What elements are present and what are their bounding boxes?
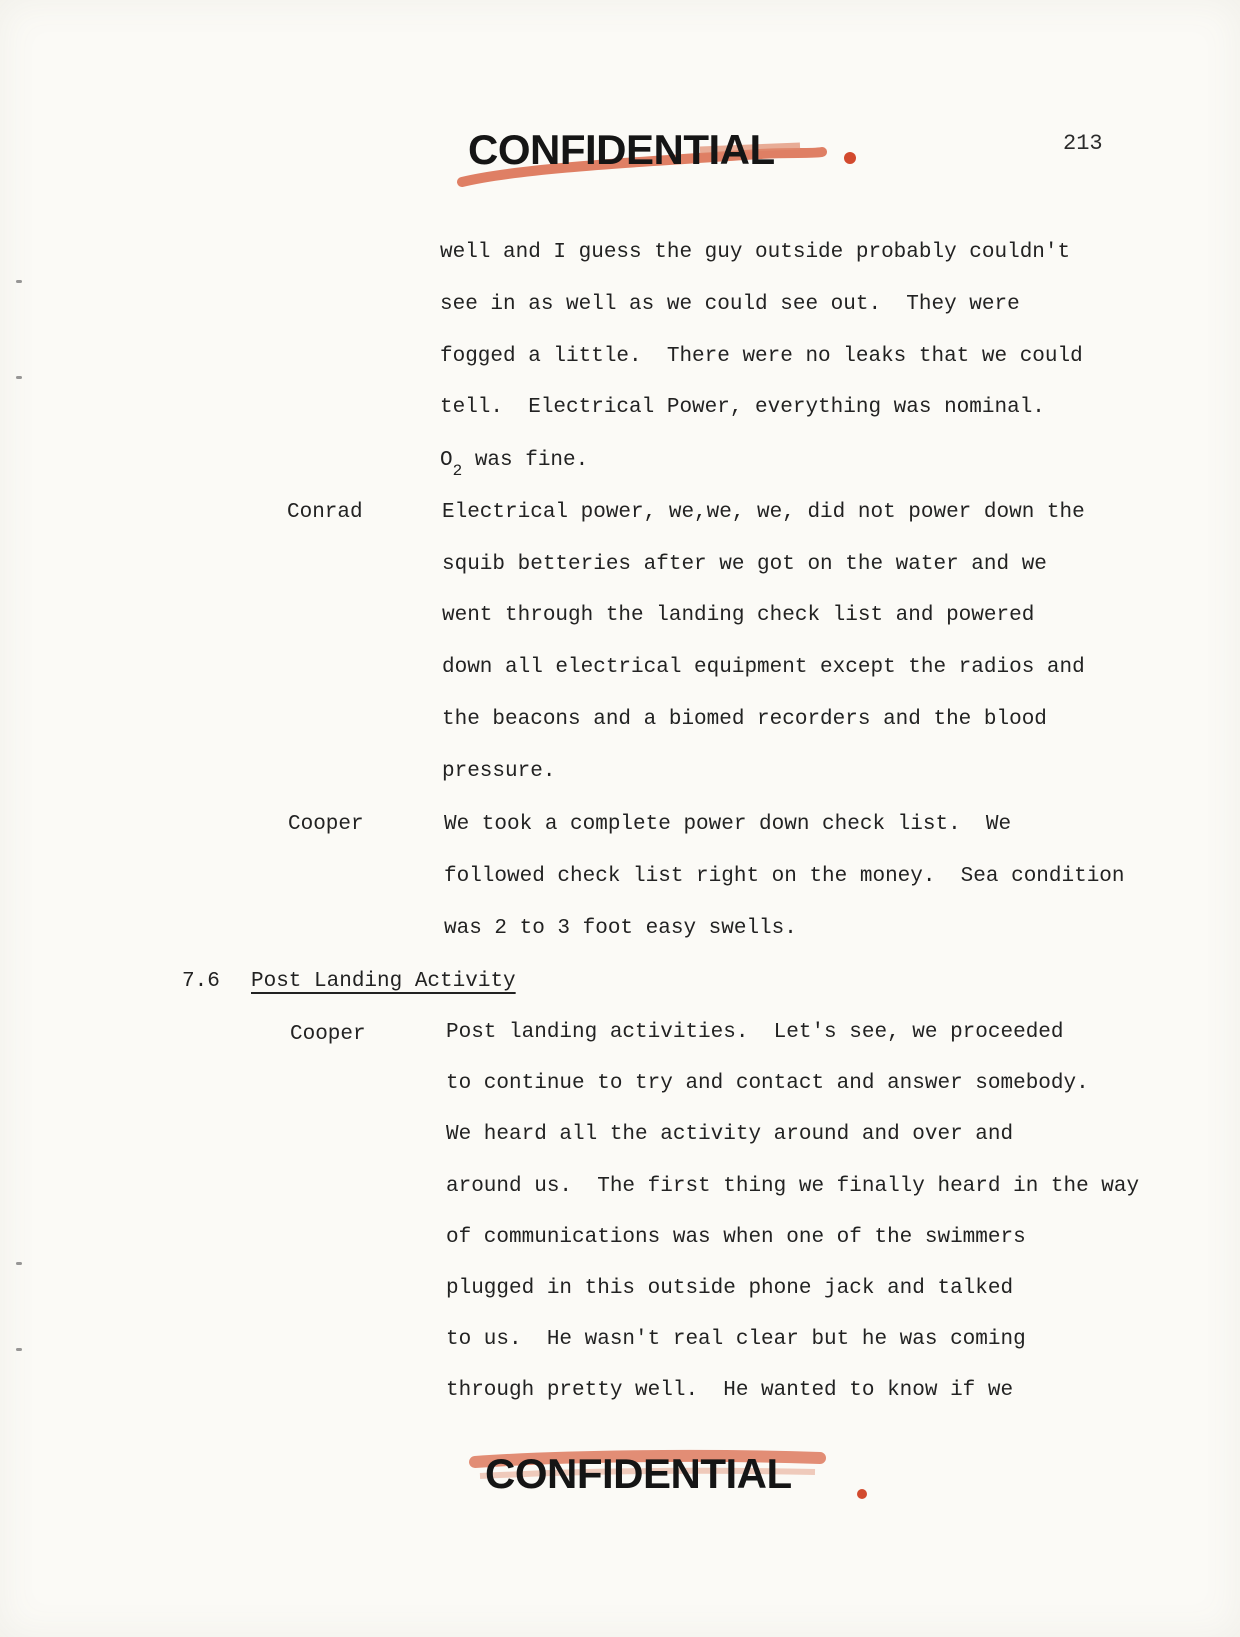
text-line: Post landing activities. Let's see, we proceeded [446,1021,1064,1044]
text-line: tell. Electrical Power, everything was nominal. [440,396,1045,419]
section-title: Post Landing Activity [251,970,516,993]
text-line: around us. The first thing we finally heard in the way [446,1175,1140,1198]
o2-line [440,448,589,480]
text-line: We heard all the activity around and over and [446,1123,1014,1146]
page-number: 213 [1063,131,1103,156]
scan-speck [16,1348,22,1351]
text-line: to continue to try and contact and answer somebody. [446,1072,1089,1095]
text-line: pressure. [442,760,556,783]
scan-speck [16,280,22,283]
text-line: Electrical power, we,we, we, did not power down the [442,501,1085,524]
text-line: well and I guess the guy outside probably couldn't [440,241,1071,264]
o2-subscript: 2 [452,462,463,480]
text-line: We took a complete power down check list. We [444,813,1012,836]
o2-prefix: O [440,449,453,472]
header-confidential-stamp [0,110,1240,200]
scan-speck [16,1262,22,1265]
footer-stamp-text: CONFIDENTIAL [485,1450,792,1497]
text-line: to us. He wasn't real clear but he was coming [446,1328,1026,1351]
text-line: went through the landing check list and powered [442,604,1035,627]
text-line: down all electrical equipment except the radios and [442,656,1085,679]
speaker-cooper: Cooper [288,813,364,836]
footer-confidential-stamp [0,1430,1240,1520]
header-stamp-text: CONFIDENTIAL [468,126,775,173]
section-number: 7.6 [182,970,220,993]
speaker-cooper: Cooper [290,1023,366,1046]
scan-speck [16,376,22,379]
speaker-conrad: Conrad [287,501,363,524]
text-line: fogged a little. There were no leaks that we could [440,345,1083,368]
text-line: was 2 to 3 foot easy swells. [444,917,797,940]
text-line: squib betteries after we got on the water and we [442,553,1047,576]
o2-suffix: was fine. [462,449,589,472]
text-line: see in as well as we could see out. They were [440,293,1020,316]
text-line: followed check list right on the money. Sea condition [444,865,1125,888]
text-line: the beacons and a biomed recorders and the blood [442,708,1047,731]
text-line: through pretty well. He wanted to know if we [446,1379,1014,1402]
text-line: of communications was when one of the swimmers [446,1226,1026,1249]
text-line: plugged in this outside phone jack and talked [446,1277,1014,1300]
